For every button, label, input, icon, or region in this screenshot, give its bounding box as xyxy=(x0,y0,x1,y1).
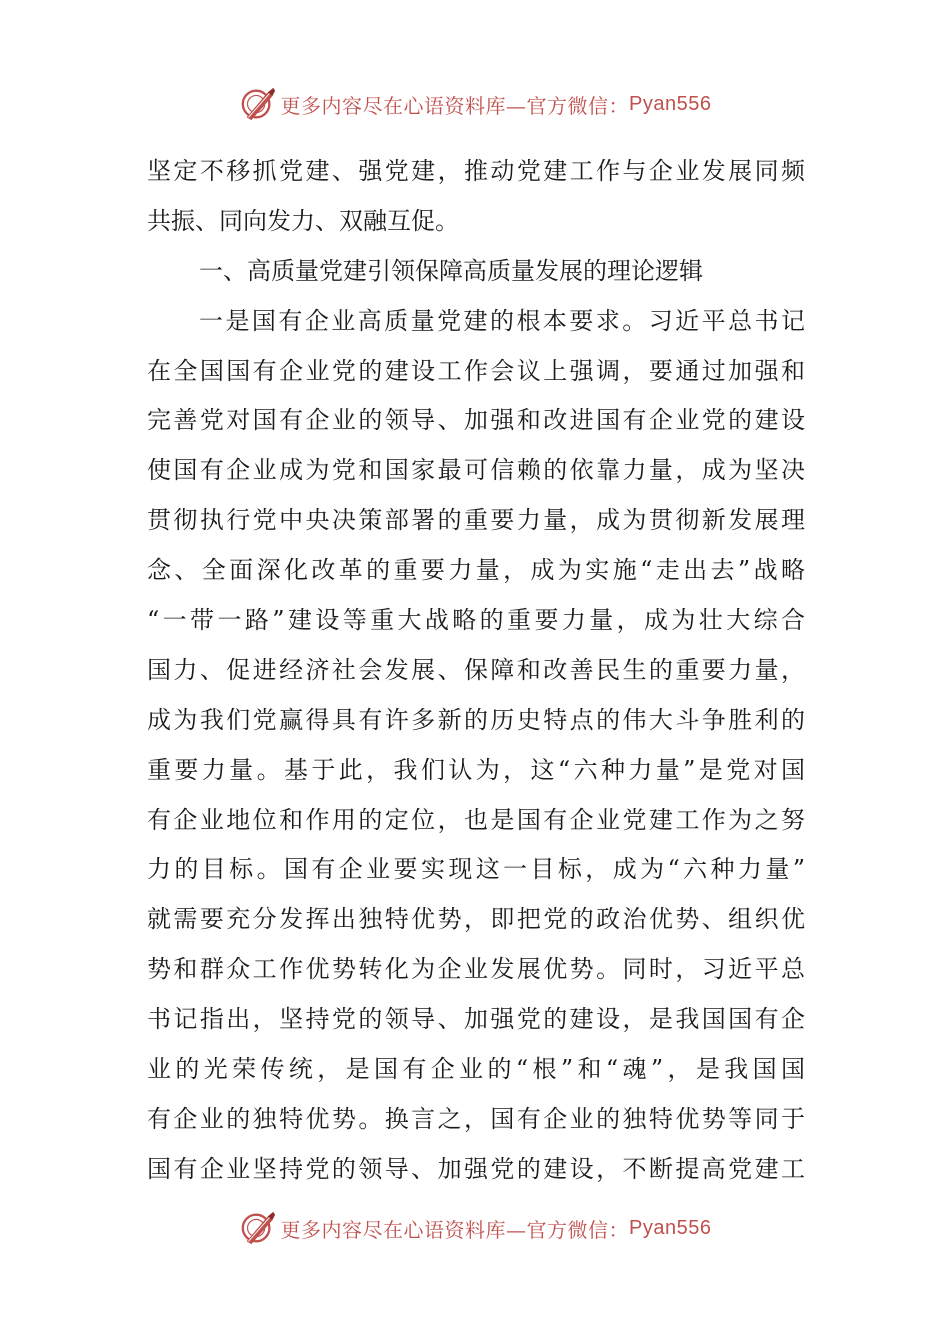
text-line: 有企业的独特优势。换言之，国有企业的独特优势等同于 xyxy=(147,1104,805,1133)
pen-nib-logo-icon xyxy=(239,1209,277,1247)
banner-text: 更多内容尽在心语资料库—官方微信： xyxy=(280,1217,630,1242)
text-line: 势和群众工作优势转化为企业发展优势。同时，习近平总 xyxy=(147,955,805,984)
text-line: 书记指出，坚持党的领导、加强党的建设，是我国国有企 xyxy=(147,1005,805,1034)
pen-nib-logo-icon xyxy=(239,85,277,123)
text-line: 贯彻执行党中央决策部署的重要力量，成为贯彻新发展理 xyxy=(147,506,805,535)
text-line: 成为我们党赢得具有许多新的历史特点的伟大斗争胜利的 xyxy=(147,705,805,734)
text-line: “一带一路”建设等重大战略的重要力量，成为壮大综合 xyxy=(147,606,805,635)
text-line: 有企业地位和作用的定位，也是国有企业党建工作为之努 xyxy=(147,805,805,834)
text-line: 在全国国有企业党的建设工作会议上强调，要通过加强和 xyxy=(147,356,805,385)
text-line: 使国有企业成为党和国家最可信赖的依靠力量，成为坚决 xyxy=(147,456,805,485)
banner-wechat-id: Pyan556 xyxy=(629,1216,712,1239)
text-line: 坚定不移抓党建、强党建，推动党建工作与企业发展同频 xyxy=(147,157,805,185)
banner-text: 更多内容尽在心语资料库—官方微信： xyxy=(280,93,630,118)
text-line: 国有企业坚持党的领导、加强党的建设，不断提高党建工 xyxy=(147,1154,805,1183)
text-line: 一、高质量党建引领保障高质量发展的理论逻辑 xyxy=(199,256,703,285)
text-line: 一是国有企业高质量党建的根本要求。习近平总书记 xyxy=(199,306,805,335)
text-line: 重要力量。基于此，我们认为，这“六种力量”是党对国 xyxy=(147,755,805,784)
text-line: 国力、促进经济社会发展、保障和改善民生的重要力量， xyxy=(147,655,805,684)
text-line: 力的目标。国有企业要实现这一目标，成为“六种力量” xyxy=(147,855,805,884)
text-line: 共振、同向发力、双融互促。 xyxy=(147,206,459,235)
text-line: 就需要充分发挥出独特优势，即把党的政治优势、组织优 xyxy=(147,905,805,934)
document-body xyxy=(147,147,805,1195)
banner-wechat-id: Pyan556 xyxy=(629,92,712,115)
text-line: 完善党对国有企业的领导、加强和改进国有企业党的建设 xyxy=(147,406,805,435)
header-watermark-banner xyxy=(0,82,950,126)
footer-watermark-banner xyxy=(0,1206,950,1250)
text-line: 业的光荣传统，是国有企业的“根”和“魂”，是我国国 xyxy=(147,1055,805,1084)
text-line: 念、全面深化改革的重要力量，成为实施“走出去”战略 xyxy=(147,556,805,585)
